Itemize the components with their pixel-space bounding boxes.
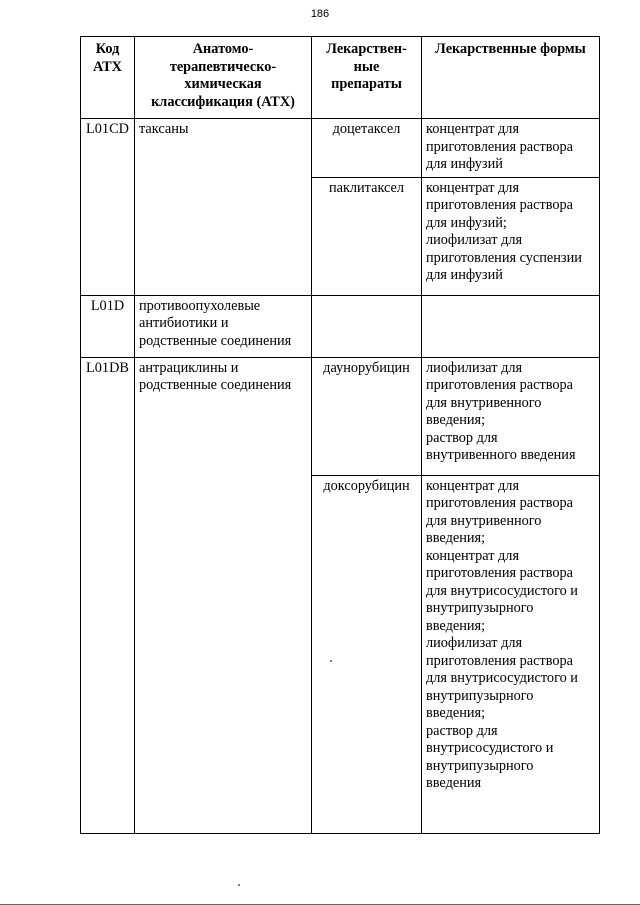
drug-name-cell [312, 295, 422, 357]
drug-name-cell: доцетаксел [312, 119, 422, 178]
drug-forms-cell: лиофилизат для приготовления раствора для внутривенного введения; раствор для внутривенного введения [422, 357, 600, 475]
atx-code-cell: L01DB [81, 357, 135, 833]
atx-code-cell: L01D [81, 295, 135, 357]
page-number: 186 [310, 8, 330, 20]
classification-cell: таксаны [135, 119, 312, 296]
header-drugs: Лекарствен- ные препараты [312, 37, 422, 119]
drug-name-cell: даунорубицин [312, 357, 422, 475]
header-classification: Анатомо- терапевтическо- химическая классификация (АТХ) [135, 37, 312, 119]
drug-name-cell: паклитаксел [312, 177, 422, 295]
drug-forms-cell: концентрат для приготовления раствора для инфузий; лиофилизат для приготовления суспензии для инфузий [422, 177, 600, 295]
atx-code-cell: L01CD [81, 119, 135, 296]
header-code: Код АТХ [81, 37, 135, 119]
classification-cell: антрациклины и родственные соединения [135, 357, 312, 833]
scan-speck [238, 884, 240, 886]
table-row [81, 357, 600, 475]
atx-drug-table [80, 36, 600, 834]
table-row [81, 119, 600, 178]
scan-speck [330, 660, 332, 662]
drug-forms-cell: концентрат для приготовления раствора для инфузий [422, 119, 600, 178]
drug-name-cell: доксорубицин [312, 475, 422, 833]
drug-forms-cell: концентрат для приготовления раствора для внутривенного введения; концентрат для приготовления раствора для внутрисосудистого и внутрипузырного введения; лиофилизат для приготовления раствора для внутрисосудистого и внутрипузырного введения; раствор для внутрисосудистого и внутрипузырного введения [422, 475, 600, 833]
table-row [81, 295, 600, 357]
drug-forms-cell [422, 295, 600, 357]
classification-cell: противоопухолевые антибиотики и родственные соединения [135, 295, 312, 357]
header-forms: Лекарственные формы [422, 37, 600, 119]
table-header-row [81, 37, 600, 119]
